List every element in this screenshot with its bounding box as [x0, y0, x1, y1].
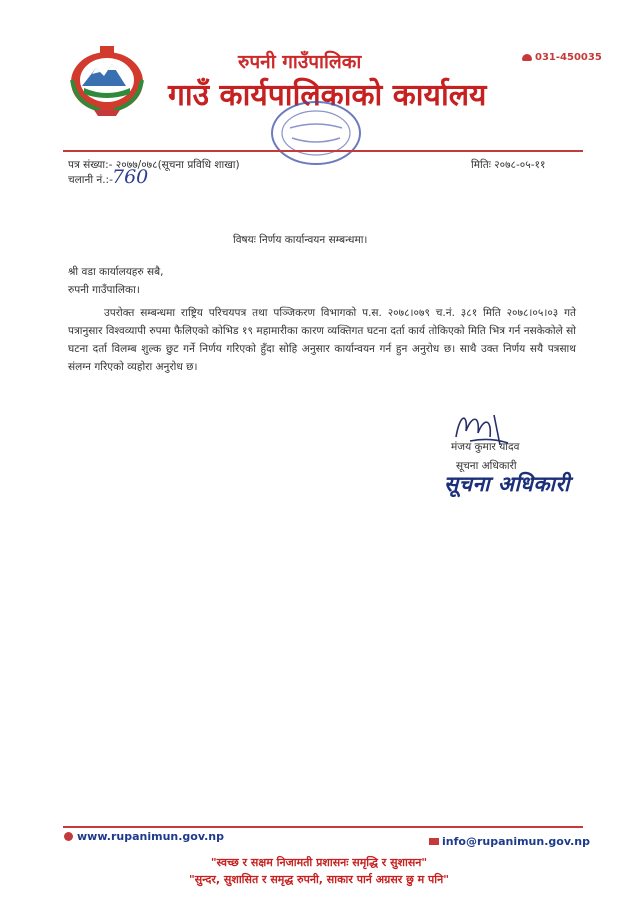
addressee-line-1: श्री वडा कार्यालयहरु सबै, — [68, 266, 164, 278]
footer-slogan-2: "सुन्दर, सुशासित र समृद्ध रुपनी, साकार पार्न अग्रसर छु म पनि" — [188, 873, 449, 886]
letter-reference-number: पत्र संख्या:- २०७७/०७८(सूचना प्रविधि शाखा) — [68, 159, 240, 171]
phone-text: 031-450035 — [535, 52, 602, 63]
letter-date: मितिः २०७८-०५-११ — [471, 159, 546, 171]
phone-icon — [522, 54, 532, 61]
nepal-emblem-icon — [66, 42, 148, 118]
globe-icon — [64, 832, 73, 841]
signatory-name: मंजय कुमार यादव — [451, 441, 520, 453]
dispatch-number-value: 760 — [112, 166, 149, 188]
phone-number — [522, 52, 602, 63]
signatory-stamp: सूचना अधिकारी — [444, 472, 570, 496]
org-title: गाउँ कार्यपालिकाको कार्यालय — [168, 78, 487, 113]
header-divider — [63, 150, 583, 152]
email-link[interactable] — [429, 835, 590, 848]
email-text: info@rupanimun.gov.np — [442, 835, 590, 848]
website-text: www.rupanimun.gov.np — [77, 830, 225, 843]
mail-icon — [429, 838, 439, 845]
org-subtitle: रुपनी गाउँपालिका — [238, 51, 362, 73]
signatory-title: सूचना अधिकारी — [456, 460, 517, 472]
office-stamp-icon — [268, 98, 364, 168]
addressee-line-2: रुपनी गाउँपालिका। — [68, 284, 140, 296]
letter-body: उपरोक्त सम्बन्धमा राष्ट्रिय परिचयपत्र तथा पञ्जिकरण विभागको प.स. २०७८।०७९ च.नं. ३८१ मिति २०७८।०५।०३ गते पत्रानुसार विश्वव्यापी रुपमा फैलिएको कोभिड १९ महामारीका कारण व्यक्तिगत घटना दर्ता कार्य तोकिएको मिति भित्र गर्न नसकेकोले सो घटना दर्ता विलम्ब शुल्क छुट गर्ने निर्णय गरिएको हुँदा सोहि अनुसार कार्यान्वयन गर्न हुन अनुरोध छ। साथै उक्त निर्णय सयै पत्रसाथ संलग्न गरिएको व्यहोरा अनुरोध छ। — [68, 307, 576, 373]
footer-divider — [63, 826, 583, 828]
website-link[interactable] — [64, 830, 224, 843]
letter-subject: विषयः निर्णय कार्यान्वयन सम्बन्धमा। — [233, 234, 368, 246]
dispatch-number-label: चलानी नं.:- — [68, 174, 113, 186]
footer-slogan-1: "स्वच्छ र सक्षम निजामती प्रशासनः समृद्धि र सुशासन" — [210, 856, 428, 869]
